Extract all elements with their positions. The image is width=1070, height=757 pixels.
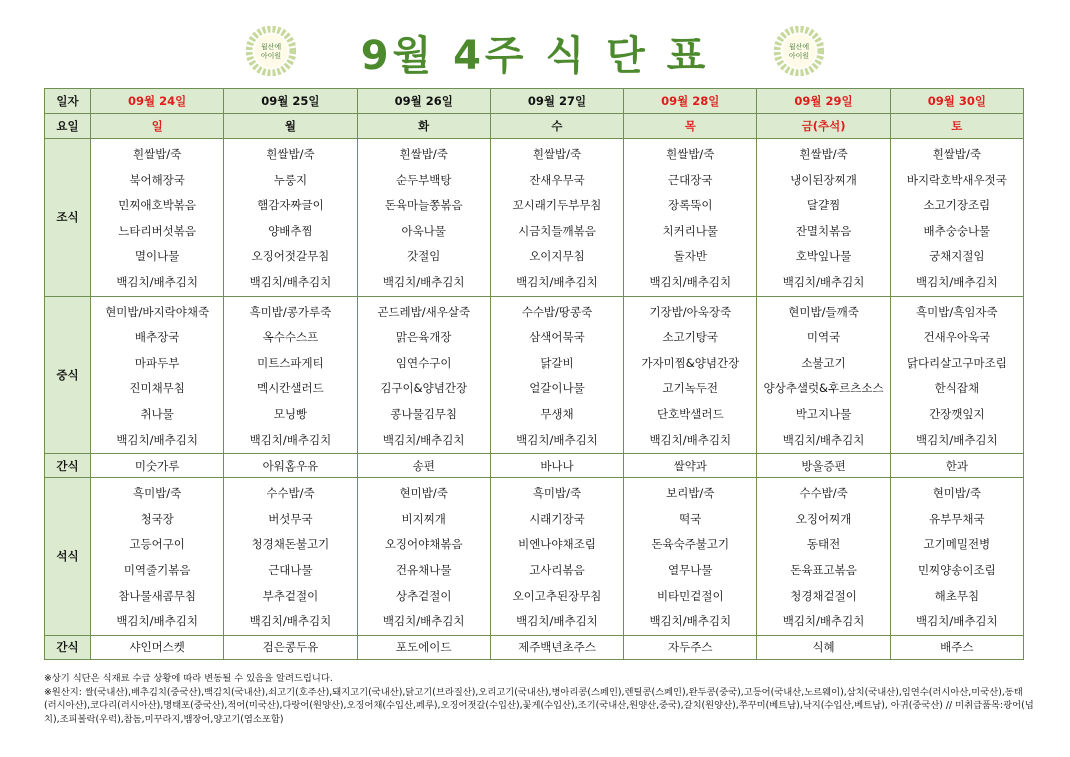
menu-cell <box>224 139 357 297</box>
menu-item: 콩나물김무침 <box>390 406 458 421</box>
menu-item: 고사리볶음 <box>529 562 585 577</box>
menu-item: 간장깻잎지 <box>929 406 985 421</box>
note-disclaimer: ※상기 식단은 식재료 수급 상황에 따라 변동될 수 있음을 알려드립니다. <box>44 673 333 684</box>
menu-item: 백김치/배추김치 <box>249 432 332 447</box>
menu-item: 열무나물 <box>668 562 713 577</box>
menu-item: 양배추찜 <box>268 223 313 238</box>
date-cell: 09월 26일 <box>357 89 490 114</box>
menu-item: 흑미밥/흑임자죽 <box>916 304 998 319</box>
menu-item: 백김치/배추김치 <box>649 432 732 447</box>
menu-item: 배추숭숭나물 <box>923 223 991 238</box>
menu-item: 흰쌀밥/죽 <box>666 147 715 161</box>
menu-item: 한식잡채 <box>934 381 980 396</box>
day-cell: 월 <box>224 114 357 139</box>
page-title: 9월 4주 식 단 표 <box>360 33 710 79</box>
menu-cell <box>357 139 490 297</box>
menu-item: 해초무침 <box>934 588 980 603</box>
snack-cell: 바나나 <box>490 454 623 478</box>
menu-item: 근대나물 <box>268 562 313 577</box>
menu-item: 고등어구이 <box>129 537 185 552</box>
footnotes <box>44 672 1034 726</box>
menu-cell <box>91 139 224 297</box>
menu-item: 궁채지절임 <box>929 249 985 264</box>
menu-item: 맑은육개장 <box>395 330 452 345</box>
meal-label: 간식 <box>45 635 91 659</box>
menu-item: 현미밥/죽 <box>399 486 448 501</box>
menu-cell <box>890 139 1023 297</box>
menu-item: 흰쌀밥/죽 <box>799 147 848 161</box>
menu-item: 달걀찜 <box>806 198 841 213</box>
menu-item: 임연수구이 <box>395 355 452 370</box>
lunch-row <box>45 296 1024 454</box>
menu-item: 미트스파게티 <box>257 355 324 370</box>
menu-item: 백김치/배추김치 <box>382 432 465 447</box>
menu-cell <box>357 296 490 454</box>
menu-item: 흑미밥/콩가루죽 <box>249 304 332 319</box>
menu-item: 백김치/배추김치 <box>916 432 998 447</box>
menu-item: 모닝빵 <box>273 406 308 421</box>
menu-item: 흰쌀밥/죽 <box>932 147 981 161</box>
date-label: 일자 <box>45 89 91 114</box>
menu-cell <box>757 139 890 297</box>
menu-item: 고기녹두전 <box>662 381 719 396</box>
menu-item: 흰쌀밥/죽 <box>532 147 582 161</box>
menu-item: 기장밥/아욱장죽 <box>649 304 732 319</box>
menu-item: 현미밥/죽 <box>932 486 981 501</box>
menu-item: 동태전 <box>806 537 841 552</box>
menu-item: 백김치/배추김치 <box>649 614 732 629</box>
menu-item: 백김치/배추김치 <box>649 274 732 289</box>
day-cell: 토 <box>890 114 1023 139</box>
menu-item: 갓절임 <box>407 249 441 264</box>
menu-cell <box>224 296 357 454</box>
menu-item: 소불고기 <box>801 355 846 370</box>
menu-item: 순두부백탕 <box>395 172 452 187</box>
menu-item: 백김치/배추김치 <box>782 274 865 289</box>
menu-cell <box>890 478 1023 636</box>
day-cell: 일 <box>91 114 224 139</box>
menu-item: 오이고추된장무침 <box>512 588 602 603</box>
menu-item: 민찌애호박볶음 <box>118 198 197 213</box>
menu-item: 참나물새콤무침 <box>118 588 197 603</box>
menu-item: 백김치/배추김치 <box>916 274 998 289</box>
menu-item: 비엔나야채조림 <box>518 537 596 552</box>
menu-item: 잔새우무국 <box>529 172 585 187</box>
breakfast-row <box>45 139 1024 297</box>
menu-item: 박고지나물 <box>795 406 852 421</box>
menu-item: 시래기장국 <box>529 511 585 526</box>
date-cell: 09월 27일 <box>490 89 623 114</box>
menu-item: 얼갈이나물 <box>529 381 585 396</box>
menu-item: 백김치/배추김치 <box>116 432 198 447</box>
menu-cell <box>624 478 757 636</box>
menu-item: 상추겉절이 <box>395 588 452 603</box>
date-row <box>45 89 1024 114</box>
menu-item: 민찌양송이조림 <box>917 562 996 577</box>
menu-item: 수수밥/땅콩죽 <box>521 304 593 319</box>
menu-item: 김구이&양념간장 <box>380 381 468 396</box>
menu-item: 냉이된장찌개 <box>790 172 857 187</box>
day-cell: 금(추석) <box>757 114 890 139</box>
menu-item: 시금치들깨볶음 <box>518 223 596 238</box>
snack-cell: 한과 <box>890 454 1023 478</box>
menu-item: 오징어젓갈무침 <box>251 249 330 264</box>
snack-cell: 송편 <box>357 454 490 478</box>
menu-item: 햄감자짜글이 <box>257 198 324 213</box>
snack-row <box>45 454 1024 478</box>
menu-item: 건유채나물 <box>395 562 452 577</box>
snack-cell: 미숫가루 <box>91 454 224 478</box>
note-origin: ※원산지: 쌀(국내산),배추김치(중국산),백김치(국내산),쇠고기(호주산),돼지고기(국내산),닭고기(브라질산),오리고기(국내산),병아리콩(스페인),렌틸콩(스페인),완두콩(중국),고등어(국내산,노르웨이),삼치(국내산),임연수(러시아산,미국산),동태(러시아산),코다리(러시아산),명태포(중국산),적어(미국산),다랑어(원양산),오징어채(수입산,페루),오징어젓갈(수입산),꽃게(수입산),조기(국내산,원양산,중국),갈치(원양산),쭈꾸미(베트남),낙지(수입산,베트남), 아귀(중국산) // 미취급품목:광어(넙치),조피볼락(우럭),참돔,미꾸라지,뱀장어,양고기(염소포함) <box>44 686 1034 725</box>
menu-item: 무생채 <box>540 406 574 421</box>
menu-item: 옥수수스프 <box>262 330 319 345</box>
menu-item: 수수밥/죽 <box>799 486 848 501</box>
menu-item: 돌자반 <box>673 249 707 264</box>
snack-cell: 아워홈우유 <box>224 454 357 478</box>
menu-item: 오징어야채볶음 <box>384 537 463 552</box>
snack-row <box>45 635 1024 659</box>
menu-item: 소고기장조림 <box>923 198 991 213</box>
date-cell: 09월 24일 <box>91 89 224 114</box>
menu-item: 오이지무침 <box>529 249 585 264</box>
snack-cell: 쌀약과 <box>624 454 757 478</box>
menu-item: 돈육마늘쫑볶음 <box>384 198 463 213</box>
svg-text:아이원: 아이원 <box>260 52 282 60</box>
snack-cell: 식혜 <box>757 635 890 659</box>
menu-item: 비지찌개 <box>401 511 446 526</box>
meal-label: 중식 <box>45 296 91 454</box>
menu-item: 흰쌀밥/죽 <box>132 147 182 161</box>
menu-item: 마파두부 <box>134 355 180 370</box>
menu-item: 느타리버섯볶음 <box>118 223 197 238</box>
menu-item: 배추장국 <box>134 330 180 345</box>
menu-cell <box>890 296 1023 454</box>
menu-item: 청경채돈불고기 <box>251 537 330 552</box>
menu-item: 닭갈비 <box>540 355 574 370</box>
menu-item: 미역국 <box>806 330 841 345</box>
menu-item: 건새우아욱국 <box>923 330 991 345</box>
menu-item: 백김치/배추김치 <box>249 614 332 629</box>
menu-item: 닭다리살고구마조림 <box>906 355 1007 370</box>
menu-item: 흑미밥/죽 <box>132 486 182 501</box>
date-cell: 09월 25일 <box>224 89 357 114</box>
snack-cell: 포도에이드 <box>357 635 490 659</box>
menu-item: 호박잎나물 <box>795 249 852 264</box>
snack-cell: 검은콩두유 <box>224 635 357 659</box>
menu-item: 꼬시래기두부무침 <box>512 198 602 213</box>
menu-item: 백김치/배추김치 <box>116 614 198 629</box>
day-cell: 화 <box>357 114 490 139</box>
menu-item: 잔멸치볶음 <box>795 223 852 238</box>
menu-cell <box>490 296 623 454</box>
menu-item: 바지락호박새우젓국 <box>906 172 1007 187</box>
snack-cell: 샤인머스켓 <box>91 635 224 659</box>
date-cell: 09월 29일 <box>757 89 890 114</box>
dinner-row <box>45 478 1024 636</box>
menu-item: 청경채겉절이 <box>790 588 857 603</box>
menu-item: 멸이나물 <box>134 249 180 264</box>
menu-item: 수수밥/죽 <box>266 486 315 501</box>
menu-item: 버섯무국 <box>268 511 313 526</box>
menu-cell <box>91 478 224 636</box>
day-row <box>45 114 1024 139</box>
menu-item: 치커리나물 <box>662 223 719 238</box>
menu-item: 곤드레밥/새우살죽 <box>377 304 471 319</box>
date-cell: 09월 28일 <box>624 89 757 114</box>
snack-cell: 방울증편 <box>757 454 890 478</box>
menu-item: 가자미찜&양념간장 <box>641 355 740 370</box>
menu-item: 백김치/배추김치 <box>382 274 465 289</box>
day-label: 요일 <box>45 114 91 139</box>
menu-item: 아욱나물 <box>401 223 446 238</box>
day-cell: 수 <box>490 114 623 139</box>
menu-item: 근대장국 <box>668 172 713 187</box>
menu-cell <box>490 478 623 636</box>
menu-item: 흰쌀밥/죽 <box>266 147 315 161</box>
menu-cell <box>757 296 890 454</box>
meal-label: 조식 <box>45 139 91 297</box>
menu-item: 백김치/배추김치 <box>116 274 198 289</box>
menu-item: 장록뚝이 <box>668 198 713 213</box>
menu-item: 삼색어묵국 <box>529 330 585 345</box>
menu-item: 돈육표고볶음 <box>790 562 857 577</box>
menu-cell <box>357 478 490 636</box>
menu-item: 현미밥/바지락야채죽 <box>105 304 210 319</box>
menu-item: 백김치/배추김치 <box>782 614 865 629</box>
svg-text:아이원: 아이원 <box>788 52 810 60</box>
menu-item: 백김치/배추김치 <box>382 614 465 629</box>
menu-item: 오징어찌개 <box>795 511 852 526</box>
menu-item: 미역줄기볶음 <box>123 562 191 577</box>
menu-cell <box>490 139 623 297</box>
menu-item: 백김치/배추김치 <box>782 432 865 447</box>
menu-item: 백김치/배추김치 <box>516 614 598 629</box>
menu-item: 백김치/배추김치 <box>516 274 598 289</box>
menu-item: 현미밥/들깨죽 <box>788 304 859 319</box>
menu-item: 누룽지 <box>273 172 308 187</box>
menu-item: 진미채무침 <box>129 381 185 396</box>
menu-item: 고기메밀전병 <box>923 537 991 552</box>
menu-cell <box>624 296 757 454</box>
menu-item: 부추겉절이 <box>262 588 319 603</box>
menu-item: 흑미밥/죽 <box>532 486 582 501</box>
day-cell: 목 <box>624 114 757 139</box>
menu-item: 유부무채국 <box>929 511 985 526</box>
snack-cell: 배주스 <box>890 635 1023 659</box>
menu-cell <box>224 478 357 636</box>
menu-item: 북어해장국 <box>129 172 185 187</box>
meal-table <box>44 88 1024 660</box>
snack-cell: 제주백년초주스 <box>490 635 623 659</box>
menu-cell <box>91 296 224 454</box>
menu-item: 백김치/배추김치 <box>249 274 332 289</box>
menu-item: 멕시칸샐러드 <box>257 381 324 396</box>
menu-item: 떡국 <box>679 511 702 526</box>
menu-item: 백김치/배추김치 <box>516 432 598 447</box>
menu-item: 비타민겉절이 <box>656 588 724 603</box>
menu-item: 돈육숙주불고기 <box>651 537 730 552</box>
menu-item: 흰쌀밥/죽 <box>399 147 448 161</box>
snack-cell: 자두주스 <box>624 635 757 659</box>
menu-item: 청국장 <box>140 511 174 526</box>
menu-cell <box>624 139 757 297</box>
meal-label: 간식 <box>45 454 91 478</box>
menu-item: 백김치/배추김치 <box>916 614 998 629</box>
date-cell: 09월 30일 <box>890 89 1023 114</box>
menu-item: 양상추샐럿&후르츠소스 <box>763 381 884 396</box>
menu-item: 단호박샐러드 <box>656 406 724 421</box>
menu-item: 취나물 <box>140 406 174 421</box>
meal-label: 석식 <box>45 478 91 636</box>
menu-cell <box>757 478 890 636</box>
menu-item: 소고기탕국 <box>662 330 719 345</box>
svg-text:월산에: 월산에 <box>788 43 810 51</box>
menu-item: 보리밥/죽 <box>666 486 715 501</box>
svg-text:월산에: 월산에 <box>260 43 282 51</box>
